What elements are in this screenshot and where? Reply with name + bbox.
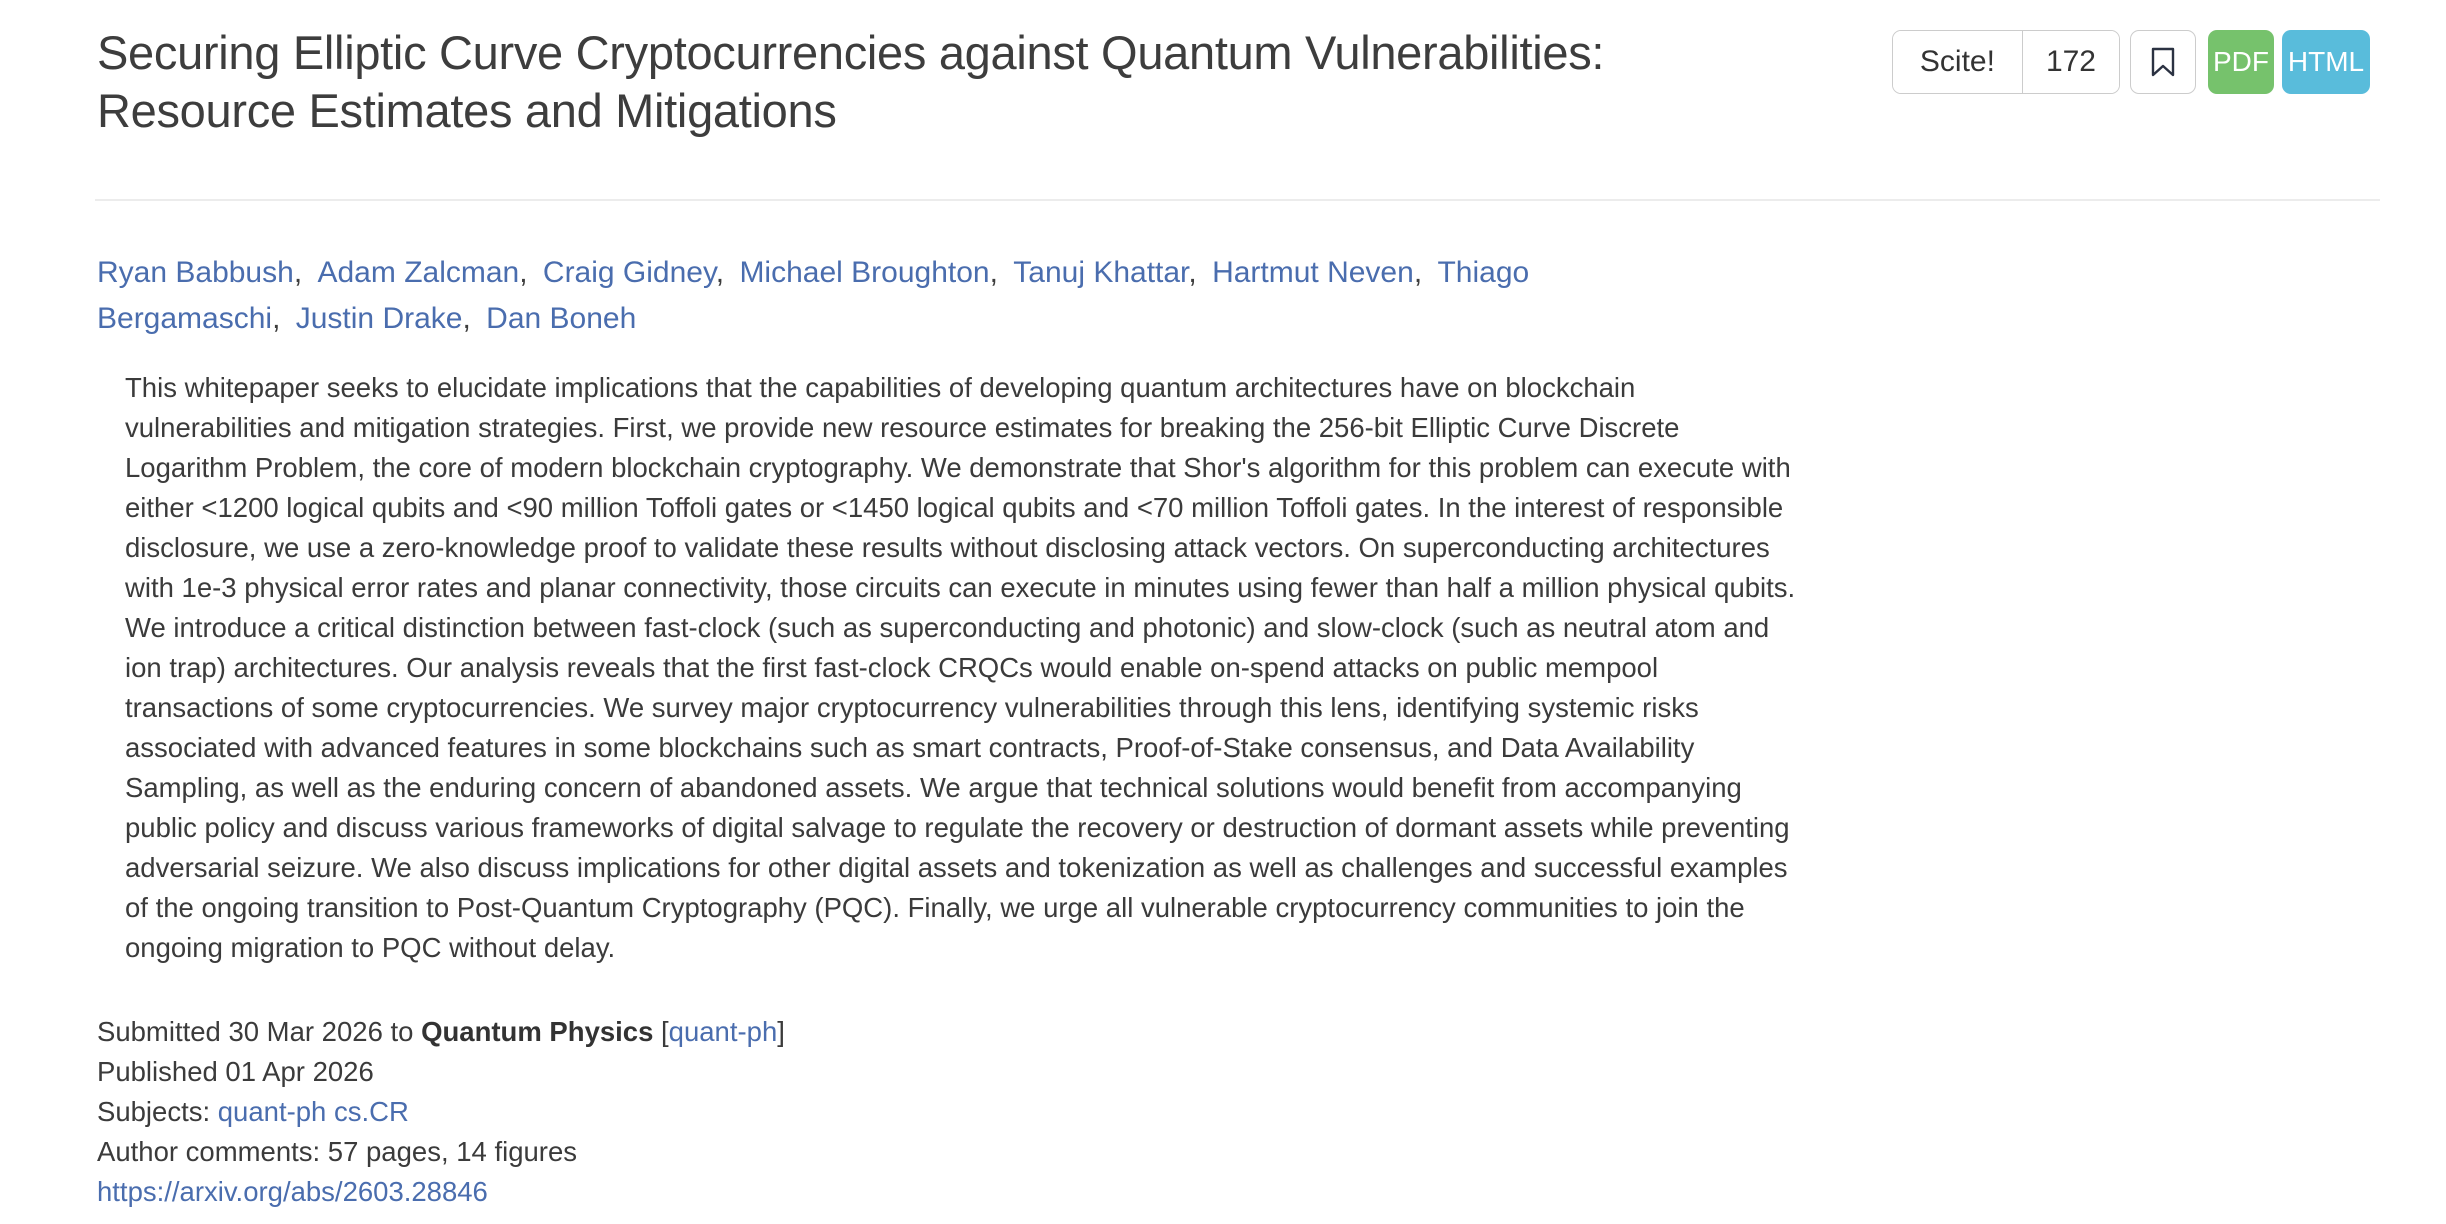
author-separator: , <box>519 256 536 289</box>
subject-link[interactable]: cs.CR <box>333 1096 409 1127</box>
scite-count-button[interactable]: 172 <box>2022 31 2119 93</box>
scite-button[interactable]: Scite! <box>1893 31 2022 93</box>
author-comments-line: Author comments: 57 pages, 14 figures <box>97 1136 577 1167</box>
author-link[interactable]: Justin Drake <box>295 302 463 335</box>
subject-link[interactable]: quant-ph <box>217 1096 327 1127</box>
author-link[interactable]: Hartmut Neven <box>1212 256 1414 289</box>
html-button[interactable]: HTML <box>2282 30 2370 94</box>
abstract-text: This whitepaper seeks to elucidate implications that the capabilities of developing quantum architectures have on blockchain vulnerabilities and mitigation strategies. First, we provide new resource estimates for breaking the 256-bit Elliptic Curve Discrete Logarithm Problem, the core of modern blockchain cryptography. We demonstrate that Shor's algorithm for this problem can execute with either <1200 logical qubits and <90 million Toffoli gates or <1450 logical qubits and <70 million Toffoli gates. In the interest of responsible disclosure, we use a zero-knowledge proof to validate these results without disclosing attack vectors. On superconducting architectures with 1e-3 physical error rates and planar connectivity, those circuits can execute in minutes using fewer than half a million physical qubits. We introduce a critical distinction between fast-clock (such as superconducting and photonic) and slow-clock (such as neutral atom and ion trap) architectures. Our analysis reveals that the first fast-clock CRQCs would enable on-spend attacks on public mempool transactions of some cryptocurrencies. We survey major cryptocurrency vulnerabilities through this lens, identifying systemic risks associated with advanced features in some blockchains such as smart contracts, Proof-of-Stake consensus, and Data Availability Sampling, as well as the enduring concern of abandoned assets. We argue that technical solutions would benefit from accompanying public policy and discuss various frameworks of digital salvage to regulate the recovery or destruction of dormant assets while preventing adversarial seizure. We also discuss implications for other digital assets and tokenization as well as challenges and successful examples of the ongoing transition to Post-Quantum Cryptography (PQC). Finally, we urge all vulnerable cryptocurrency communities to join the ongoing migration to PQC without delay. <box>125 372 1796 963</box>
bracket-close: ] <box>777 1016 785 1047</box>
author-link[interactable]: Michael Broughton <box>739 256 990 289</box>
paper-title: Securing Elliptic Curve Cryptocurrencies against Quantum Vulnerabilities: Resource Estimates and Mitigations <box>97 26 1605 137</box>
author-separator: , <box>272 302 289 335</box>
author-separator: , <box>462 302 480 335</box>
bracket-open: [ <box>653 1016 669 1047</box>
author-separator: , <box>293 256 311 289</box>
author-separator: , <box>1188 256 1206 289</box>
author-link[interactable]: Dan Boneh <box>486 302 637 335</box>
author-separator: , <box>715 256 733 289</box>
author-link[interactable]: Craig Gidney <box>542 256 716 289</box>
scite-button-group <box>1892 30 2120 94</box>
submitted-text: Submitted 30 Mar 2026 to <box>97 1016 422 1047</box>
author-link[interactable]: Thiago Bergamaschi <box>97 256 1530 335</box>
author-link[interactable]: Adam Zalcman <box>317 256 520 289</box>
category-link[interactable]: quant-ph <box>668 1016 778 1047</box>
published-line: Published 01 Apr 2026 <box>97 1056 374 1087</box>
author-link[interactable]: Tanuj Khattar <box>1013 256 1189 289</box>
action-toolbar <box>1892 30 2370 94</box>
submission-line <box>97 1012 785 1052</box>
title-divider <box>95 199 2380 201</box>
pdf-button[interactable]: PDF <box>2208 30 2274 94</box>
author-link[interactable]: Ryan Babbush <box>97 256 294 289</box>
author-separator: , <box>1413 256 1431 289</box>
author-list <box>97 250 1657 342</box>
metadata-section <box>97 1012 785 1212</box>
arxiv-url-link[interactable]: https://arxiv.org/abs/2603.28846 <box>97 1176 488 1207</box>
bookmark-button[interactable] <box>2130 30 2196 94</box>
category-name: Quantum Physics <box>421 1016 654 1047</box>
subjects-label: Subjects: <box>97 1096 218 1127</box>
arxiv-url-line <box>97 1172 785 1212</box>
author-separator: , <box>989 256 1007 289</box>
subjects-line <box>97 1092 785 1132</box>
subject-links <box>218 1096 409 1127</box>
bookmark-icon <box>2151 47 2175 77</box>
